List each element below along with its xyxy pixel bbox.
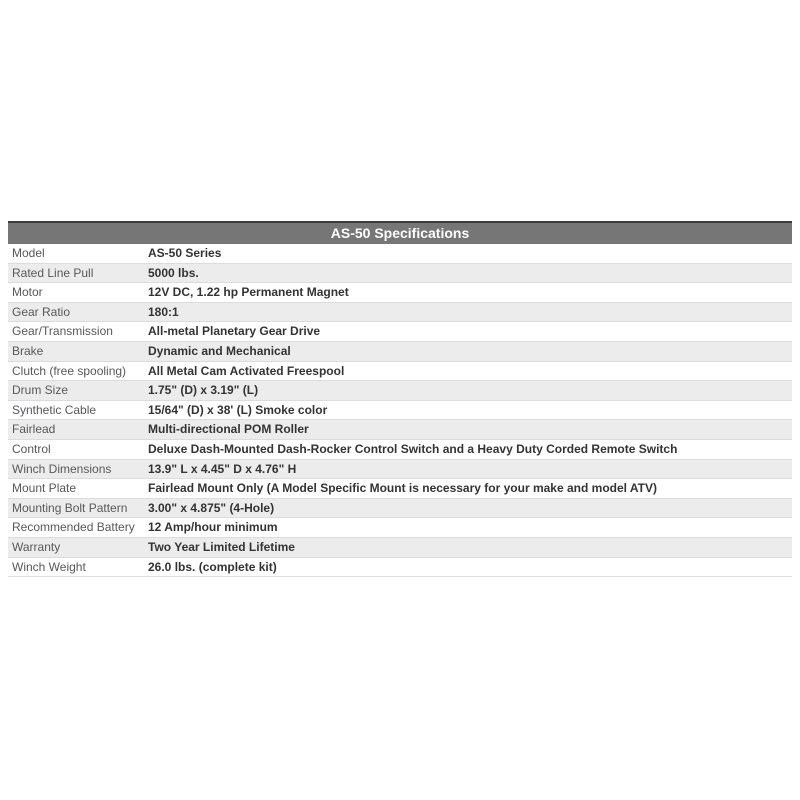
- table-row: [8, 479, 792, 499]
- spec-label: Rated Line Pull: [12, 265, 94, 280]
- spec-label: Gear Ratio: [12, 304, 71, 319]
- table-row: [8, 538, 792, 558]
- spec-value: Fairlead Mount Only (A Model Specific Mount is necessary for your make and model ATV): [148, 481, 657, 496]
- spec-value: Multi-directional POM Roller: [148, 422, 309, 437]
- table-row: [8, 322, 792, 342]
- spec-label: Brake: [12, 343, 44, 358]
- table-body: [8, 244, 792, 577]
- table-row: [8, 381, 792, 401]
- spec-label: Mount Plate: [12, 481, 77, 496]
- table-title: AS-50 Specifications: [8, 221, 792, 244]
- table-row: [8, 440, 792, 460]
- spec-label: Warranty: [12, 539, 61, 554]
- spec-label: Model: [12, 246, 45, 260]
- spec-label: Synthetic Cable: [12, 402, 97, 417]
- spec-value: All-metal Planetary Gear Drive: [148, 324, 321, 339]
- spec-label: Winch Dimensions: [12, 461, 112, 476]
- spec-value: AS-50 Series: [148, 246, 222, 260]
- table-row: [8, 244, 792, 264]
- table-row: [8, 401, 792, 421]
- spec-value: 26.0 lbs. (complete kit): [148, 559, 277, 574]
- table-row: [8, 558, 792, 578]
- table-row: [8, 283, 792, 303]
- spec-value: Dynamic and Mechanical: [148, 343, 291, 358]
- spec-value: 3.00" x 4.875" (4-Hole): [148, 500, 275, 515]
- table-row: [8, 303, 792, 323]
- spec-label: Fairlead: [12, 422, 56, 437]
- spec-value: 180:1: [148, 304, 179, 319]
- spec-value: 13.9" L x 4.45" D x 4.76" H: [148, 461, 297, 476]
- spec-label: Control: [12, 441, 51, 456]
- table-row: [8, 460, 792, 480]
- spec-label: Mounting Bolt Pattern: [12, 500, 128, 515]
- spec-value: 15/64" (D) x 38' (L) Smoke color: [148, 402, 328, 417]
- spec-label: Drum Size: [12, 383, 69, 398]
- table-row: [8, 499, 792, 519]
- spec-value: Two Year Limited Lifetime: [148, 539, 295, 554]
- spec-value: 12 Amp/hour minimum: [148, 520, 278, 535]
- spec-label: Winch Weight: [12, 559, 86, 574]
- specifications-table: [8, 221, 792, 577]
- spec-value: All Metal Cam Activated Freespool: [148, 363, 345, 378]
- table-row: [8, 342, 792, 362]
- spec-value: 5000 lbs.: [148, 265, 199, 280]
- spec-label: Clutch (free spooling): [12, 363, 127, 378]
- table-row: [8, 518, 792, 538]
- table-row: [8, 264, 792, 284]
- spec-value: Deluxe Dash-Mounted Dash-Rocker Control Switch and a Heavy Duty Corded Remote Switch: [148, 441, 678, 456]
- table-row: [8, 362, 792, 382]
- table-row: [8, 420, 792, 440]
- spec-value: 12V DC, 1.22 hp Permanent Magnet: [148, 285, 349, 300]
- spec-label: Recommended Battery: [12, 520, 135, 535]
- spec-label: Motor: [12, 285, 43, 300]
- spec-value: 1.75" (D) x 3.19" (L): [148, 383, 259, 398]
- spec-label: Gear/Transmission: [12, 324, 113, 339]
